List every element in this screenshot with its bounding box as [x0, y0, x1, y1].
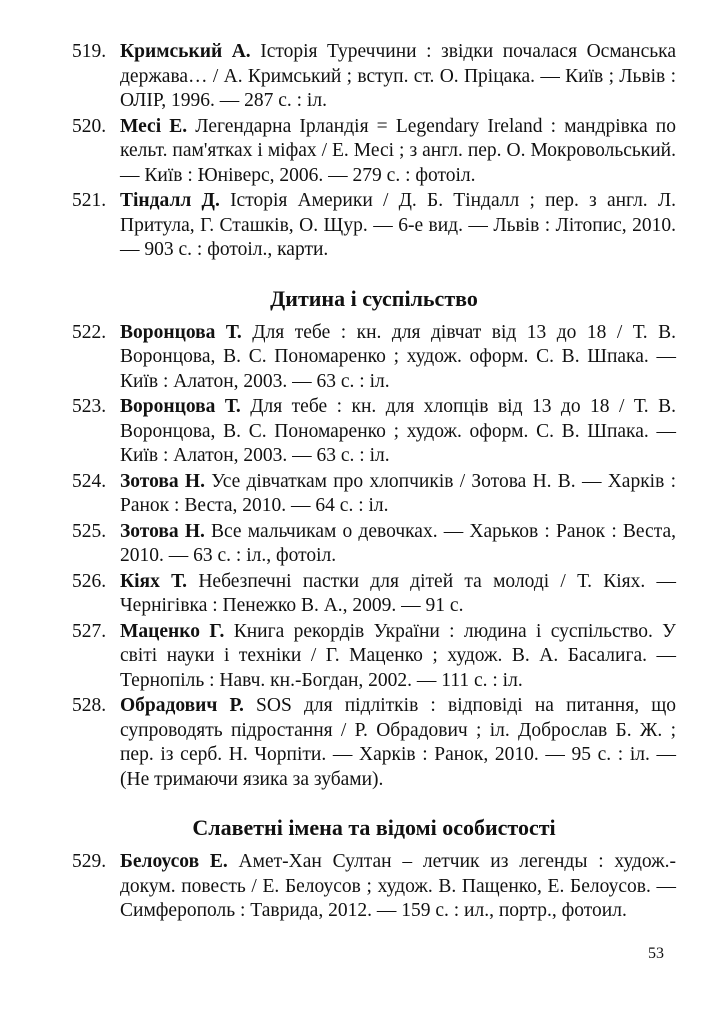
entry-author: Тіндалл Д.	[120, 190, 231, 211]
bibliography-entry	[72, 694, 676, 792]
bibliography-section	[72, 285, 676, 793]
bibliography-entry	[72, 395, 676, 469]
section-heading: Дитина і суспільство	[270, 285, 478, 311]
entry-number: 521.	[72, 190, 107, 211]
entry-text: Усе дівчаткам про хлопчиків / Зотова Н. В. — Харків : Ранок : Веста, 2010. — 64 с. : іл.	[120, 470, 676, 516]
heading-spacer	[72, 842, 676, 850]
section-heading: Славетні імена та відомі особистості	[192, 815, 556, 840]
entry-author: Воронцова Т.	[120, 321, 253, 343]
entry-author: Белоусов Е.	[120, 851, 239, 872]
entry-number: 522.	[72, 321, 107, 343]
entry-text: SOS для підлітків : відповіді на питання, що супроводять підростання / Р. Обрадович ; іл. Доброслав Б. Ж. ; пер. із серб. Н. Чорпіти. — Харків : Ранок, 2010. — 95 с. : іл. — (Не тримаючи язика за зубами).	[120, 695, 676, 790]
entry-author: Обрадович Р.	[120, 695, 257, 716]
section-spacer	[72, 264, 676, 285]
entry-text: Легендарна Ірландія = Legendary Ireland : мандрівка по кельт. пам'ятках і міфах / Е. Месі ; з англ. пер. О. Мокровольський. — Київ : Юніверс, 2006. — 279 с. : фотоіл.	[120, 115, 676, 186]
bibliography-entry	[72, 520, 676, 569]
entry-text: Для тебе : кн. для дівчат від 13 до 18 / Т. В. Воронцова, В. С. Пономаренко ; худож. оформ. С. В. Шпака. — Київ : Алатон, 2003. — 63 с. : іл.	[120, 321, 676, 392]
entry-text: Для тебе : кн. для хлопців від 13 до 18 / Т. В. Воронцова, В. С. Пономаренко ; худож. оформ. С. В. Шпака. — Київ : Алатон, 2003. — 63 с. : іл.	[120, 396, 677, 466]
entry-text: Амет-Хан Султан – летчик из легенды : худож.-докум. повесть / Е. Белоусов ; худож. В. Пащенко, Е. Белоусов. — Симферополь : Таврида, 2012. — 159 с. : ил., портр., фотоил.	[120, 851, 676, 921]
bibliography-entry	[72, 570, 676, 619]
entry-author: Месі Е.	[120, 115, 196, 137]
entry-number: 520.	[72, 115, 107, 137]
bibliography-section	[72, 40, 676, 263]
entry-author: Зотова Н.	[120, 520, 212, 542]
entry-number: 523.	[72, 396, 107, 417]
bibliography-page	[72, 40, 676, 925]
entry-number: 524.	[72, 470, 107, 492]
entry-number: 529.	[72, 851, 107, 872]
entry-text: Все мальчикам о девочках. — Харьков : Ранок : Веста, 2010. — 63 с. : іл., фотоіл.	[120, 520, 676, 566]
entry-number: 528.	[72, 695, 107, 716]
entry-author: Кримський А.	[120, 41, 261, 62]
entry-author: Воронцова Т.	[120, 396, 251, 417]
entry-text: Книга рекордів України : людина і суспільство. У світі науки і техніки / Г. Маценко ; худож. В. А. Басалига. — Тернопіль : Навч. кн.-Богдан, 2002. — 111 с. : іл.	[120, 620, 676, 691]
bibliography-entry	[72, 40, 676, 114]
entry-text: Історія Туреччини : звідки почалася Османська держава… / А. Кримський ; вступ. ст. О. Пріцака. — Київ ; Львів : ОЛІР, 1996. — 287 с. : іл.	[120, 41, 676, 111]
entry-author: Кіях Т.	[120, 570, 199, 592]
entry-text: Небезпечні пастки для дітей та молоді / Т. Кіях. — Чернігівка : Пенежко В. А., 2009. — 91 с.	[120, 570, 676, 616]
entry-number: 527.	[72, 620, 107, 642]
entry-author: Маценко Г.	[120, 620, 234, 642]
bibliography-entry	[72, 321, 676, 395]
heading-spacer	[72, 313, 676, 321]
bibliography-entry	[72, 620, 676, 694]
bibliography-entry	[72, 115, 676, 189]
section-spacer	[72, 793, 676, 814]
bibliography-entry	[72, 189, 676, 263]
entry-author: Зотова Н.	[120, 470, 212, 492]
bibliography-entry	[72, 850, 676, 924]
entry-number: 526.	[72, 570, 107, 592]
bibliography-entry	[72, 470, 676, 519]
entry-text: Історія Америки / Д. Б. Тіндалл ; пер. з англ. Л. Притула, Г. Сташків, О. Щур. — 6-е вид. — Львів : Літопис, 2010. — 903 с. : фотоіл., карти.	[120, 190, 676, 260]
entry-number: 525.	[72, 520, 107, 542]
bibliography-section	[72, 814, 676, 924]
entry-number: 519.	[72, 41, 107, 62]
page-number: 53	[648, 945, 664, 962]
